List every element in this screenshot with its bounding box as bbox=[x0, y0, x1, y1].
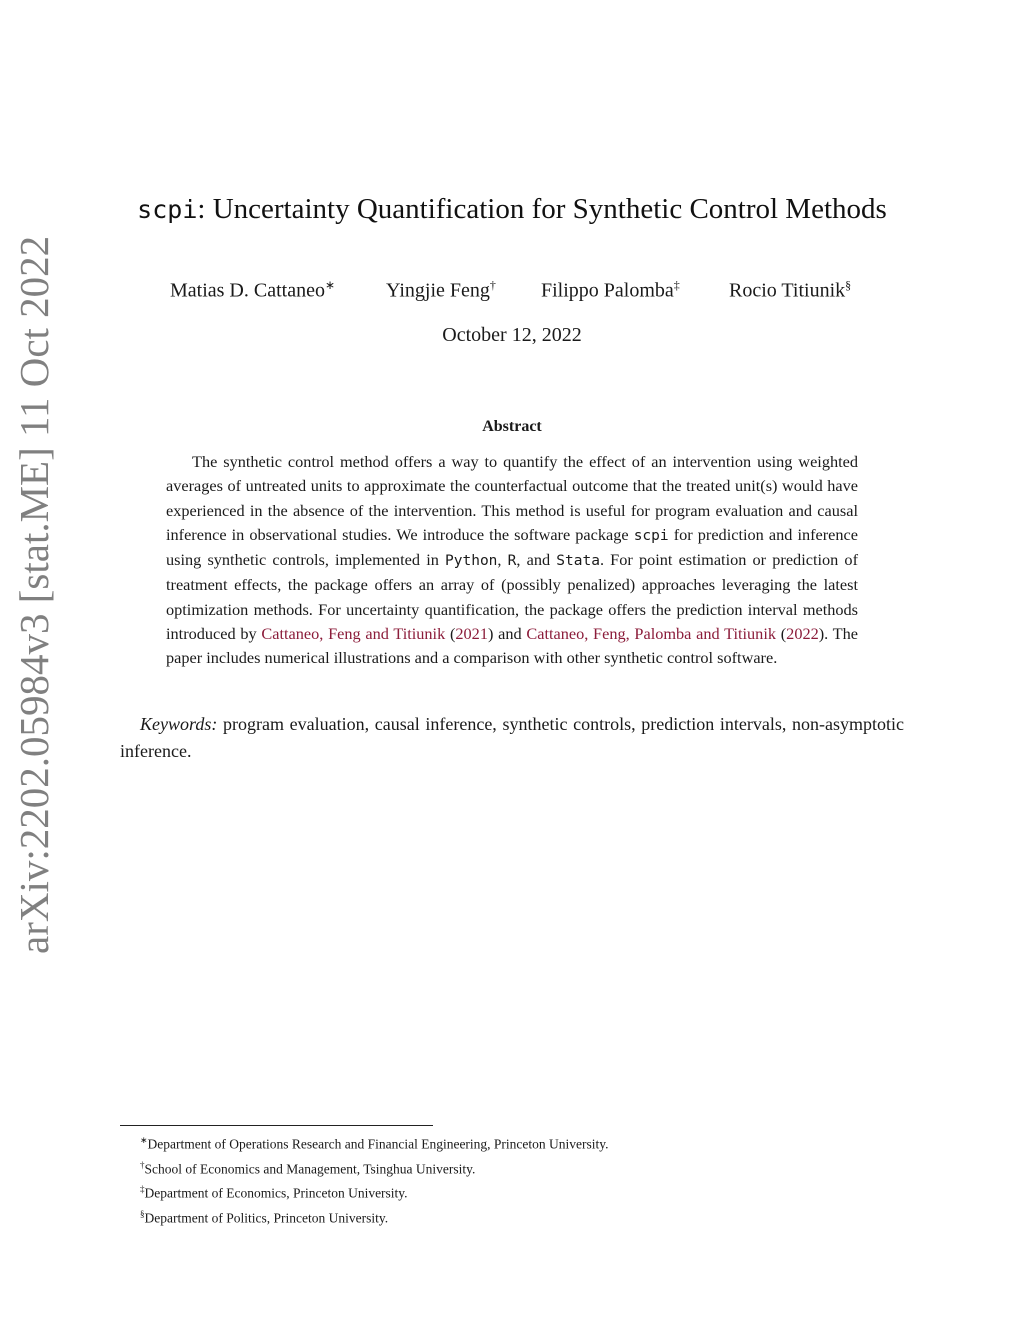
arxiv-identifier-stamp: arXiv:2202.05984v3 [stat.ME] 11 Oct 2022 bbox=[11, 235, 57, 954]
language-r-code: R bbox=[507, 553, 517, 570]
author-footnote-mark: § bbox=[845, 278, 852, 292]
author-footnote-mark: † bbox=[489, 278, 496, 292]
citation-link-cattaneo-feng-titiunik[interactable]: Cattaneo, Feng and Titiunik bbox=[261, 624, 446, 644]
language-stata-code: Stata bbox=[556, 553, 600, 570]
citation-year-link-2021[interactable]: 2021 bbox=[455, 624, 488, 644]
author-feng bbox=[386, 278, 496, 303]
author-titiunik bbox=[729, 278, 851, 303]
author-footnote-mark: ‡ bbox=[673, 278, 680, 292]
title-package-name: scpi bbox=[137, 195, 198, 224]
abstract-text: ). The paper includes numerical illustrations and a comparison with other synthetic control software. bbox=[166, 624, 858, 668]
abstract-text: The synthetic control method offers a way to quantify the effect of an intervention using weighted averages of untreated units to approximate the counterfactual outcome that the treated unit(s) would have experienced in the absence of the intervention. This method is useful for program evaluation and causal inference in observational studies. We introduce the software package bbox=[166, 452, 858, 544]
footnote-text: School of Economics and Management, Tsinghua University. bbox=[144, 1161, 476, 1176]
abstract-heading: Abstract bbox=[482, 418, 542, 435]
keywords bbox=[120, 711, 904, 765]
language-python-code: Python bbox=[445, 553, 498, 570]
footnote-divider bbox=[120, 1125, 433, 1126]
abstract-text: . For point estimation or prediction of treatment effects, the package offers an array of (possibly penalized) approaches leveraging the latest optimization methods. For uncertainty quantification, the package offers the prediction interval methods introduced by bbox=[166, 550, 858, 644]
abstract-separator: , bbox=[497, 550, 508, 570]
abstract-body bbox=[166, 450, 858, 671]
footnote-mark: § bbox=[140, 1208, 145, 1219]
footnote-mark: ∗ bbox=[140, 1135, 148, 1145]
paper-title bbox=[0, 193, 1024, 226]
footnote-mark: ‡ bbox=[140, 1184, 145, 1194]
citation-link-cattaneo-feng-palomba-titiunik[interactable]: Cattaneo, Feng, Palomba and Titiunik bbox=[526, 624, 776, 644]
abstract-separator: ( bbox=[445, 624, 456, 644]
footnote bbox=[120, 1130, 920, 1155]
footnotes bbox=[120, 1130, 920, 1228]
author-name: Filippo Palomba bbox=[541, 279, 674, 302]
keywords-list: program evaluation, causal inference, synthetic controls, prediction intervals, non-asymptotic inference. bbox=[120, 714, 904, 761]
footnote-mark: † bbox=[140, 1159, 145, 1170]
author-cattaneo bbox=[170, 278, 335, 303]
footnote-text: Department of Politics, Princeton University. bbox=[144, 1210, 389, 1225]
abstract-text: ) and bbox=[487, 624, 527, 644]
abstract-separator: , and bbox=[516, 550, 557, 570]
author-footnote-mark: ∗ bbox=[324, 278, 336, 292]
package-name-code: scpi bbox=[633, 527, 669, 544]
paper-date: October 12, 2022 bbox=[442, 324, 582, 346]
footnote bbox=[120, 1179, 920, 1204]
footnote-text: Department of Operations Research and Financial Engineering, Princeton University. bbox=[147, 1136, 609, 1152]
abstract-separator: ( bbox=[776, 624, 787, 644]
abstract-text: for prediction and inference using synthetic controls, implemented in bbox=[166, 524, 858, 570]
title-text: : Uncertainty Quantification for Synthetic Control Methods bbox=[197, 193, 887, 225]
author-name: Yingjie Feng bbox=[386, 279, 490, 302]
footnote bbox=[120, 1155, 920, 1180]
footnote bbox=[120, 1204, 920, 1229]
author-name: Matias D. Cattaneo bbox=[170, 279, 325, 302]
citation-year-link-2022[interactable]: 2022 bbox=[786, 624, 819, 644]
author-palomba bbox=[541, 278, 680, 303]
keywords-label: Keywords: bbox=[140, 714, 218, 734]
footnote-text: Department of Economics, Princeton University. bbox=[144, 1185, 408, 1201]
author-name: Rocio Titiunik bbox=[729, 279, 846, 302]
